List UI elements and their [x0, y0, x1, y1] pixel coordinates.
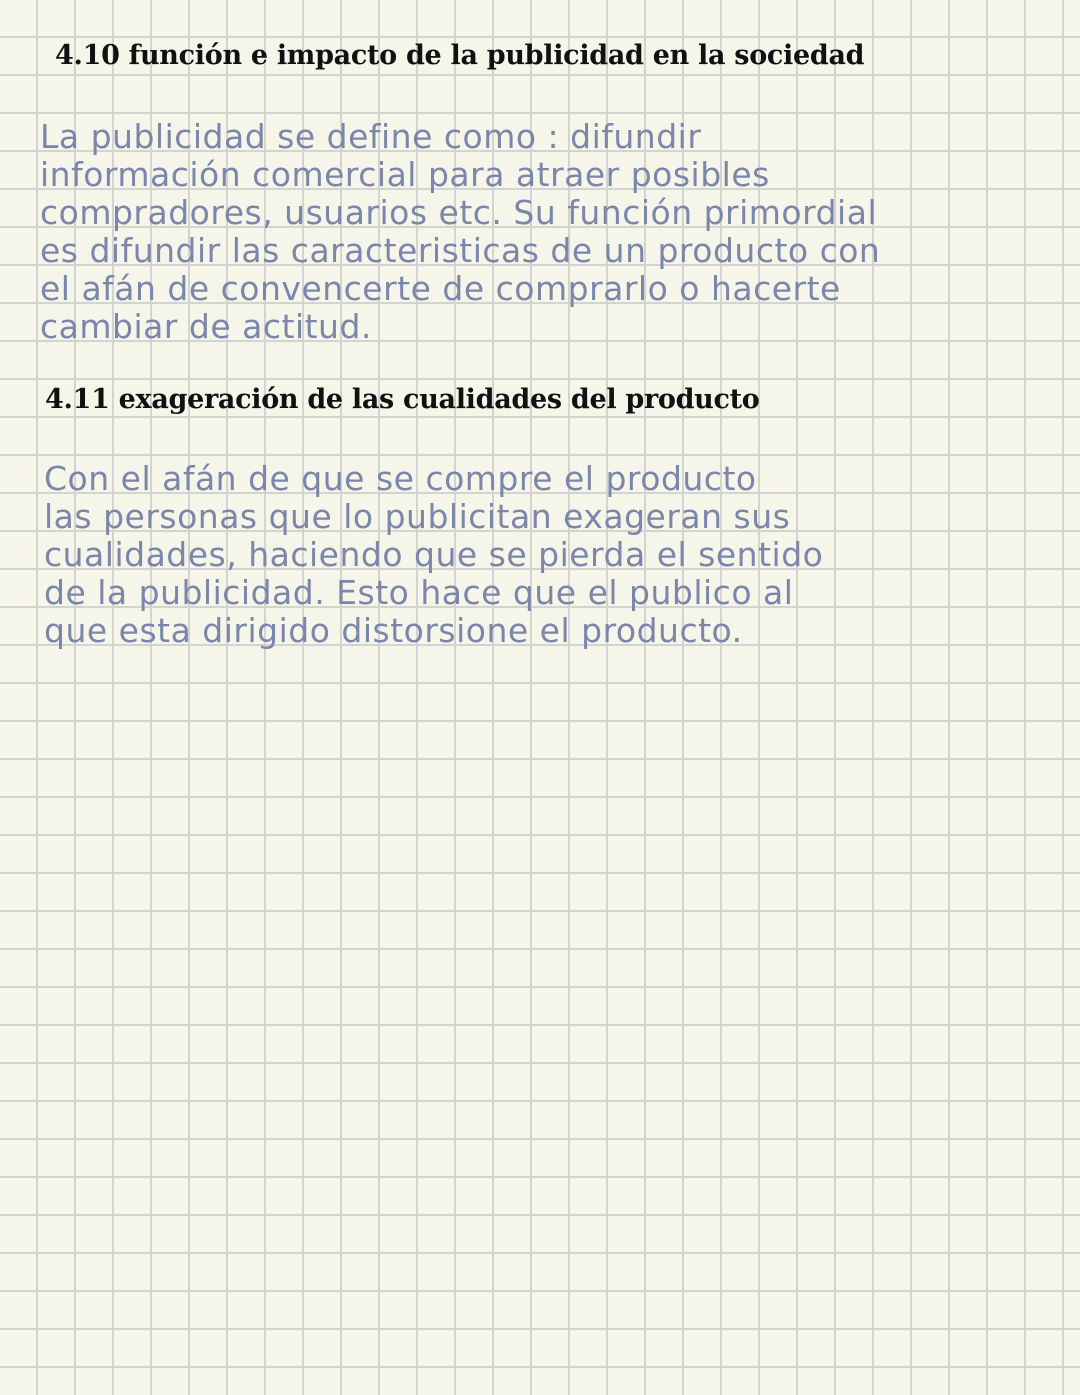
text-line: Con el afán de que se compre el producto [44, 459, 757, 498]
text-line: La publicidad se define como : difundir [40, 117, 702, 156]
section-heading-4-10: 4.10 función e impacto de la publicidad en la sociedad [55, 40, 865, 71]
text-line: es difundir las caracteristicas de un producto con [40, 231, 881, 270]
text-line: compradores, usuarios etc. Su función primordial [40, 193, 878, 232]
handwritten-paragraph-1 [40, 118, 880, 346]
text-line: información comercial para atraer posibles [40, 155, 770, 194]
text-line: cambiar de actitud. [40, 307, 372, 346]
text-line: cualidades, haciendo que se pierda el sentido [44, 535, 824, 574]
handwritten-paragraph-2 [44, 460, 823, 650]
text-line: el afán de convencerte de comprarlo o hacerte [40, 269, 841, 308]
text-line: las personas que lo publicitan exageran sus [44, 497, 791, 536]
text-line: que esta dirigido distorsione el producto. [44, 611, 743, 650]
section-heading-4-11: 4.11 exageración de las cualidades del producto [45, 384, 760, 415]
text-line: de la publicidad. Esto hace que el publico al [44, 573, 794, 612]
